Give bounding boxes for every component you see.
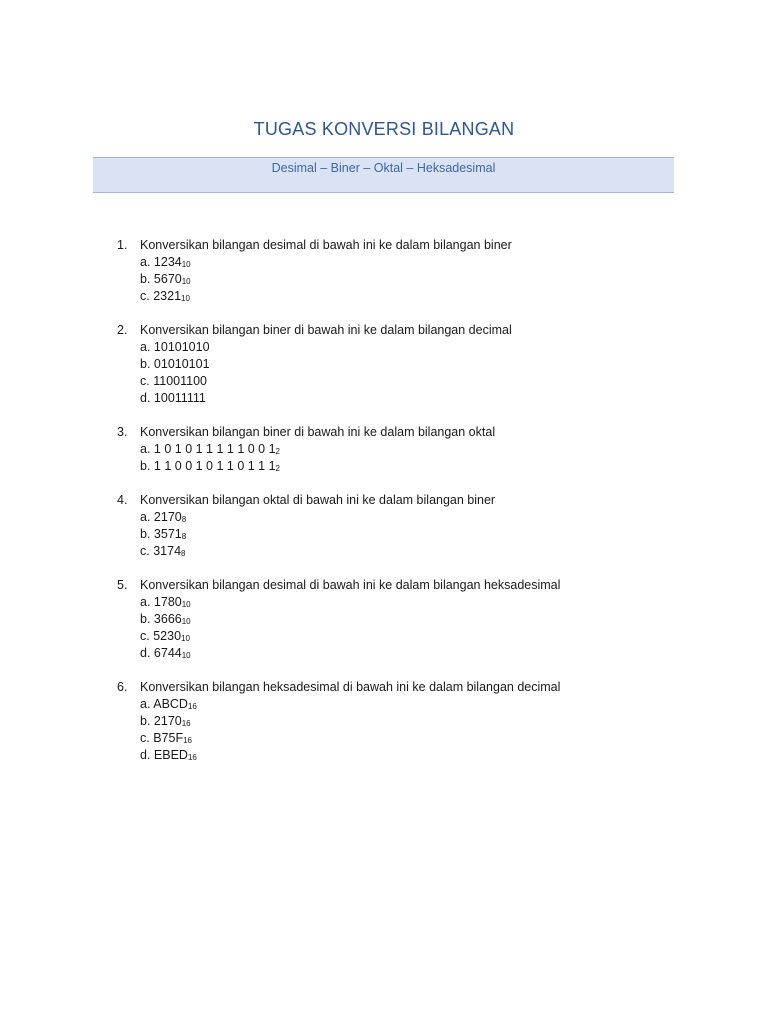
option-list xyxy=(112,441,712,475)
option-item xyxy=(140,339,712,356)
question-number: 1. xyxy=(117,238,128,252)
option-value: 3571 xyxy=(153,527,182,541)
option-letter: a. xyxy=(140,442,151,456)
option-item xyxy=(140,645,712,662)
option-item xyxy=(140,390,712,407)
option-base: 16 xyxy=(187,702,197,711)
option-letter: a. xyxy=(140,510,151,524)
option-base: 10 xyxy=(181,260,191,269)
option-letter: c. xyxy=(140,629,150,643)
question-text: Konversikan bilangan desimal di bawah ini ke dalam bilangan biner xyxy=(140,238,512,252)
option-item xyxy=(140,747,712,764)
option-value: 1 0 1 0 1 1 1 1 1 0 0 1 xyxy=(153,442,276,456)
option-value: 11001100 xyxy=(153,374,207,388)
question-item xyxy=(112,237,712,305)
option-item xyxy=(140,730,712,747)
option-value: 1234 xyxy=(153,255,182,269)
question-number: 4. xyxy=(117,493,128,507)
option-item xyxy=(140,543,712,560)
option-item xyxy=(140,509,712,526)
option-item xyxy=(140,696,712,713)
question-number: 6. xyxy=(117,680,128,694)
option-value: 1780 xyxy=(153,595,182,609)
question-number: 3. xyxy=(117,425,128,439)
option-value: ABCD xyxy=(153,697,188,711)
option-letter: d. xyxy=(140,748,151,762)
option-item xyxy=(140,458,712,475)
option-item xyxy=(140,271,712,288)
option-item xyxy=(140,628,712,645)
option-letter: a. xyxy=(140,595,151,609)
question-item xyxy=(112,424,712,475)
option-value: 5230 xyxy=(153,629,182,643)
question-item xyxy=(112,679,712,764)
option-value: B75F xyxy=(153,731,184,745)
question-item xyxy=(112,492,712,560)
option-letter: b. xyxy=(140,272,151,286)
option-letter: b. xyxy=(140,357,151,371)
option-letter: a. xyxy=(140,340,151,354)
question-text: Konversikan bilangan heksadesimal di bawah ini ke dalam bilangan decimal xyxy=(140,680,561,694)
subtitle-band xyxy=(93,157,674,193)
option-letter: b. xyxy=(140,714,151,728)
option-letter: a. xyxy=(140,697,151,711)
option-base: 8 xyxy=(181,515,187,524)
option-letter: a. xyxy=(140,255,151,269)
option-base: 8 xyxy=(181,549,186,558)
option-letter: c. xyxy=(140,731,150,745)
question-text: Konversikan bilangan oktal di bawah ini ke dalam bilangan biner xyxy=(140,493,496,507)
page-title: TUGAS KONVERSI BILANGAN xyxy=(253,119,515,139)
option-list xyxy=(112,594,712,662)
question-text: Konversikan bilangan desimal di bawah ini ke dalam bilangan heksadesimal xyxy=(140,578,561,592)
option-base: 8 xyxy=(181,532,187,541)
option-base: 10 xyxy=(181,634,190,643)
option-value: 01010101 xyxy=(153,357,210,371)
option-letter: b. xyxy=(140,527,151,541)
option-base: 16 xyxy=(187,753,197,762)
option-list xyxy=(112,254,712,305)
option-list xyxy=(112,509,712,560)
question-item xyxy=(112,577,712,662)
option-list xyxy=(112,339,712,407)
option-item xyxy=(140,713,712,730)
option-letter: c. xyxy=(140,289,150,303)
option-value: 2170 xyxy=(153,510,182,524)
option-base: 10 xyxy=(181,277,191,286)
question-text: Konversikan bilangan biner di bawah ini ke dalam bilangan oktal xyxy=(140,425,496,439)
option-letter: c. xyxy=(140,374,150,388)
option-value: 10011111 xyxy=(153,391,206,405)
option-item xyxy=(140,594,712,611)
option-item xyxy=(140,441,712,458)
option-value: 10101010 xyxy=(153,340,210,354)
option-value: 3666 xyxy=(153,612,182,626)
option-item xyxy=(140,288,712,305)
option-letter: d. xyxy=(140,391,151,405)
option-base: 2 xyxy=(275,464,280,473)
option-item xyxy=(140,611,712,628)
question-list xyxy=(112,237,712,781)
option-value: 1 1 0 0 1 0 1 1 0 1 1 1 xyxy=(153,459,276,473)
option-value: 5670 xyxy=(153,272,182,286)
option-letter: b. xyxy=(140,612,151,626)
option-base: 16 xyxy=(183,736,193,745)
option-value: 2170 xyxy=(153,714,182,728)
option-base: 2 xyxy=(275,447,280,456)
option-list xyxy=(112,696,712,764)
option-base: 10 xyxy=(181,651,191,660)
option-item xyxy=(140,373,712,390)
subtitle-text: Desimal – Biner – Oktal – Heksadesimal xyxy=(271,161,496,175)
option-letter: c. xyxy=(140,544,150,558)
option-base: 10 xyxy=(181,617,191,626)
question-item xyxy=(112,322,712,407)
option-item xyxy=(140,356,712,373)
option-base: 10 xyxy=(181,600,191,609)
option-letter: d. xyxy=(140,646,151,660)
option-value: EBED xyxy=(153,748,188,762)
option-value: 2321 xyxy=(153,289,182,303)
option-value: 6744 xyxy=(153,646,182,660)
question-number: 2. xyxy=(117,323,128,337)
option-item xyxy=(140,254,712,271)
question-text: Konversikan bilangan biner di bawah ini ke dalam bilangan decimal xyxy=(140,323,512,337)
option-base: 10 xyxy=(181,294,190,303)
question-number: 5. xyxy=(117,578,128,592)
option-letter: b. xyxy=(140,459,151,473)
option-item xyxy=(140,526,712,543)
option-value: 3174 xyxy=(153,544,182,558)
option-base: 16 xyxy=(181,719,191,728)
